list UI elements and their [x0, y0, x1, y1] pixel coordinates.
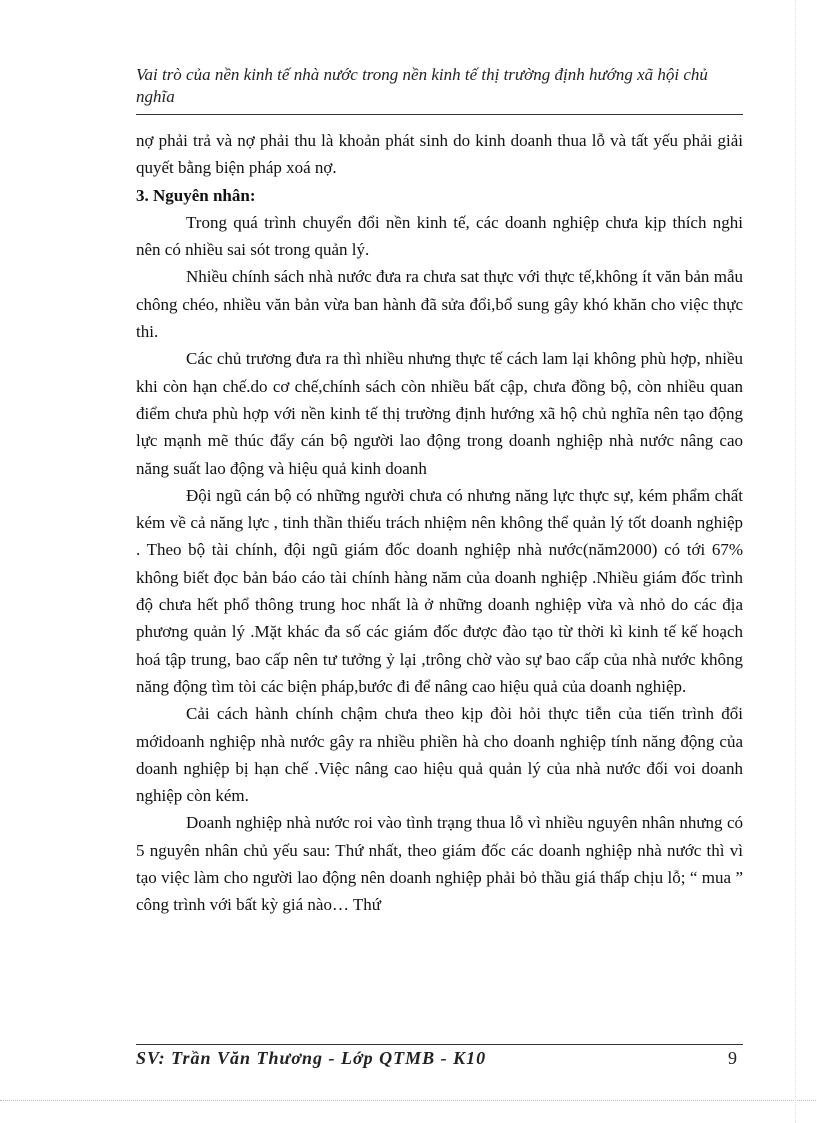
- footer-divider: [136, 1044, 743, 1045]
- page-boundary-dots: [0, 1100, 816, 1101]
- paragraph: Cải cách hành chính chậm chưa theo kịp đòi hỏi thực tiễn của tiến trình đổi mớidoanh nghiệp nhà nước gây ra nhiều phiền hà cho doanh nghiệp tính năng động của doanh nghiệp bị hạn chế .Việc nâng cao hiệu quả quản lý của nhà nước đối voi doanh nghiệp còn kém.: [136, 704, 743, 806]
- page-footer: [136, 1048, 743, 1072]
- document-body: [136, 127, 743, 919]
- header-divider: [136, 114, 743, 115]
- running-header-title: Vai trò của nền kinh tế nhà nước trong nền kinh tế thị trường định hướng xã hội chủ nghĩa: [136, 65, 708, 106]
- section-heading: 3. Nguyên nhân:: [136, 185, 256, 205]
- paragraph-continuation: nợ phải trả và nợ phải thu là khoản phát sinh do kinh doanh thua lỗ và tất yếu phải giải quyết bằng biện pháp xoá nợ.: [136, 131, 743, 178]
- page-number: 9: [728, 1048, 737, 1068]
- margin-boundary-dots: [795, 0, 796, 1123]
- paragraph: Doanh nghiệp nhà nước roi vào tình trạng thua lỗ vì nhiều nguyên nhân nhưng có 5 nguyên nhân chủ yếu sau: Thứ nhất, theo giám đốc các doanh nghiệp nhà nước thì vì tạo việc làm cho người lao động nên doanh nghiệp phải bỏ thầu giá thấp chịu lỗ; “ mua ” công trình với bất kỳ giá nào… Thứ: [136, 813, 743, 915]
- footer-author: SV: Trần Văn Thương - Lớp QTMB - K10: [136, 1048, 487, 1068]
- paragraph: Trong quá trình chuyển đổi nền kinh tế, các doanh nghiệp chưa kịp thích nghi nên có nhiều sai sót trong quản lý.: [136, 212, 743, 260]
- paragraph: Đội ngũ cán bộ có những người chưa có nhưng năng lực thực sự, kém phẩm chất kém về cả năng lực , tinh thần thiếu trách nhiệm nên không thể quản lý tốt doanh nghiệp . Theo bộ tài chính, đội ngũ giám đốc doanh nghiệp nhà nước(năm2000) có tới 67% không biết đọc bản báo cáo tài chính hàng năm của doanh nghiệp .Nhiều giám đốc trình độ chưa hết phổ thông trung hoc nhất là ở những doanh nghiệp vừa và nhỏ do các địa phương quản lý .Mặt khác đa số các giám đốc được đào tạo từ thời kì kinh tế kế hoạch hoá tập trung, bao cấp nên tư tưởng ỷ lại ,trông chờ vào sự bao cấp của nhà nước không năng động tìm tòi các biện pháp,bước đi để nâng cao hiệu quả của doanh nghiệp.: [136, 485, 743, 696]
- paragraph: Các chủ trương đưa ra thì nhiều nhưng thực tế cách lam lại không phù hợp, nhiều khi còn hạn chế.do cơ chế,chính sách còn nhiều bất cập, chưa đồng bộ, còn nhiều quan điểm chưa phù hợp với nền kinh tế thị trường định hướng xã hộ chủ nghĩa nên tạo động lực mạnh mẽ thúc đẩy cán bộ người lao động trong doanh nghiệp nhà nước nâng cao năng suất lao động và hiệu quả kinh doanh: [136, 349, 743, 478]
- paragraph: Nhiều chính sách nhà nước đưa ra chưa sat thực với thực tế,không ít văn bản mẫu chông chéo, nhiều văn bản vừa ban hành đã sửa đổi,bổ sung gây khó khăn cho việc thực thi.: [136, 267, 743, 342]
